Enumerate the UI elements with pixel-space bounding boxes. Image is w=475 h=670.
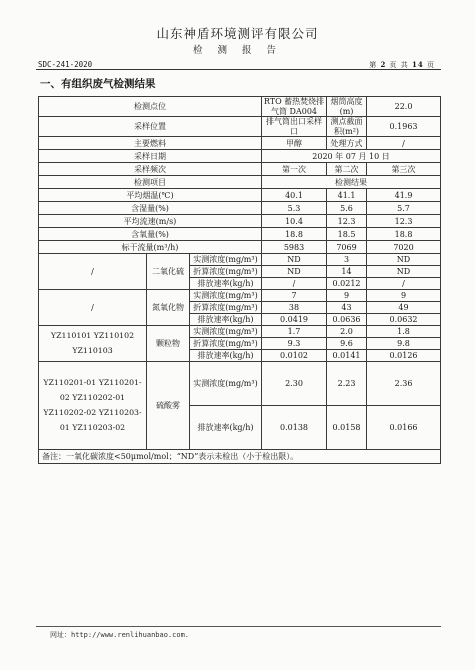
table-row xyxy=(39,137,441,150)
cell-value: 5983 xyxy=(262,241,327,254)
table-row xyxy=(39,117,441,137)
metric-label: 实测浓度(mg/m³) xyxy=(190,254,262,266)
section-title: 一、有组织废气检测结果 xyxy=(40,78,156,90)
metric-label: 实测浓度(mg/m³) xyxy=(190,290,262,302)
cell-label: 标干流量(m³/h) xyxy=(39,241,262,254)
cell-value: 7069 xyxy=(327,241,367,254)
cell-label: 检测点位 xyxy=(39,97,262,117)
cell-value: 排气筒出口采样口 xyxy=(262,117,327,137)
cell-value: 0.0166 xyxy=(367,406,441,450)
table-row xyxy=(39,290,441,302)
cell-point: RTO 蓄热焚烧排气筒 DA004 xyxy=(262,97,327,117)
emission-results-table xyxy=(38,96,441,464)
header-divider xyxy=(36,69,441,70)
cell-value: / xyxy=(262,278,327,290)
cell-value: 0.0212 xyxy=(327,278,367,290)
cell-value: 12.3 xyxy=(327,215,367,228)
table-row xyxy=(39,450,441,464)
cell-value: 18.5 xyxy=(327,228,367,241)
cell-label: 处理方式 xyxy=(327,137,367,150)
cell-value: 9.8 xyxy=(367,338,441,350)
cell-value: 41.9 xyxy=(367,189,441,202)
metric-label: 排放速率(kg/h) xyxy=(190,314,262,326)
cell-label: 烟筒高度(m) xyxy=(327,97,367,117)
cell-value: 5.7 xyxy=(367,202,441,215)
cell-value: 49 xyxy=(367,302,441,314)
cell-value: 0.0419 xyxy=(262,314,327,326)
cell-value: 0.0126 xyxy=(367,350,441,362)
sample-code: / xyxy=(39,254,147,290)
metric-label: 折算浓度(mg/m³) xyxy=(190,338,262,350)
cell-value: 38 xyxy=(262,302,327,314)
table-row xyxy=(39,215,441,228)
metric-label: 实测浓度(mg/m³) xyxy=(190,326,262,338)
cell-value: 12.3 xyxy=(367,215,441,228)
footer-website: 网址：http://www.renlihuanbao.com. xyxy=(50,631,190,639)
cell-value: 40.1 xyxy=(262,189,327,202)
company-name: 山东神盾环境测评有限公司 xyxy=(156,26,319,41)
page-mid: 页 共 xyxy=(389,61,409,69)
cell-label: 采样位置 xyxy=(39,117,262,137)
cell-value: 2020 年 07 月 10 日 xyxy=(262,150,441,163)
table-row xyxy=(39,202,441,215)
table-row xyxy=(39,241,441,254)
cell-value: ND xyxy=(367,266,441,278)
table-row xyxy=(39,176,441,189)
cell-value: ND xyxy=(262,254,327,266)
pollutant-name: 氮氧化物 xyxy=(147,290,190,326)
cell-label: 采样频次 xyxy=(39,163,262,176)
metric-label: 排放速率(kg/h) xyxy=(190,406,262,450)
table-row xyxy=(39,189,441,202)
cell-value: 2.0 xyxy=(327,326,367,338)
table-row xyxy=(39,362,441,406)
pollutant-name: 颗粒物 xyxy=(147,326,190,362)
cell-value: 1.8 xyxy=(367,326,441,338)
sample-codes: YZ110201-01 YZ110201-02 YZ110202-01 YZ110202-02 YZ110203-01 YZ110203-02 xyxy=(39,362,147,450)
table-row xyxy=(39,97,441,117)
document-number: SDC-241-2020 xyxy=(38,60,93,69)
metric-label: 折算浓度(mg/m³) xyxy=(190,302,262,314)
cell-value: 5.6 xyxy=(327,202,367,215)
cell-value: 43 xyxy=(327,302,367,314)
cell-value: 1.7 xyxy=(262,326,327,338)
metric-label: 实测浓度(mg/m³) xyxy=(190,362,262,406)
cell-label: 含氧量(%) xyxy=(39,228,262,241)
cell-value: 9.3 xyxy=(262,338,327,350)
cell-label: 测点截面积(m²) xyxy=(327,117,367,137)
cell-label: 检测项目 xyxy=(39,176,262,189)
cell-value: 0.0632 xyxy=(367,314,441,326)
cell-label: 平均烟温(℃) xyxy=(39,189,262,202)
table-row xyxy=(39,150,441,163)
cell-label: 采样日期 xyxy=(39,150,262,163)
cell-value: 0.0158 xyxy=(327,406,367,450)
cell-value: 5.3 xyxy=(262,202,327,215)
page-suffix: 页 xyxy=(427,61,435,69)
footer-divider xyxy=(36,626,441,627)
pollutant-name: 硫酸雾 xyxy=(147,362,190,450)
sample-codes: YZ110101 YZ110102 YZ110103 xyxy=(39,326,147,362)
cell-value: 7020 xyxy=(367,241,441,254)
cell-value: 22.0 xyxy=(367,97,441,117)
table-row xyxy=(39,228,441,241)
cell-value: 0.0138 xyxy=(262,406,327,450)
cell-value: 9 xyxy=(367,290,441,302)
page-number: 2 xyxy=(380,60,387,69)
cell-value: 第三次 xyxy=(367,163,441,176)
cell-value: 0.0636 xyxy=(327,314,367,326)
report-subtitle: 检 测 报 告 xyxy=(192,45,283,56)
cell-value: 3 xyxy=(327,254,367,266)
cell-value: 18.8 xyxy=(262,228,327,241)
cell-value: 第二次 xyxy=(327,163,367,176)
cell-label: 主要燃料 xyxy=(39,137,262,150)
cell-value: 10.4 xyxy=(262,215,327,228)
cell-value: 2.23 xyxy=(327,362,367,406)
cell-value: 0.1963 xyxy=(367,117,441,137)
cell-label: 含湿量(%) xyxy=(39,202,262,215)
cell-value: 甲醇 xyxy=(262,137,327,150)
page-prefix: 第 xyxy=(369,61,378,69)
metric-label: 排放速率(kg/h) xyxy=(190,278,262,290)
sample-code: / xyxy=(39,290,147,326)
cell-value: ND xyxy=(262,266,327,278)
cell-value: 0.0102 xyxy=(262,350,327,362)
cell-value: 第一次 xyxy=(262,163,327,176)
page-total: 14 xyxy=(412,60,424,69)
cell-value: / xyxy=(367,137,441,150)
cell-value: 2.36 xyxy=(367,362,441,406)
cell-label: 平均流速(m/s) xyxy=(39,215,262,228)
cell-value: 2.30 xyxy=(262,362,327,406)
cell-value: 41.1 xyxy=(327,189,367,202)
cell-value: 7 xyxy=(262,290,327,302)
table-row xyxy=(39,254,441,266)
pollutant-name: 二氧化硫 xyxy=(147,254,190,290)
cell-value: / xyxy=(367,278,441,290)
cell-value: 18.8 xyxy=(367,228,441,241)
cell-value: 9 xyxy=(327,290,367,302)
cell-value: 0.0141 xyxy=(327,350,367,362)
metric-label: 排放速率(kg/h) xyxy=(190,350,262,362)
table-row xyxy=(39,163,441,176)
cell-value: ND xyxy=(367,254,441,266)
table-row xyxy=(39,326,441,338)
cell-value: 14 xyxy=(327,266,367,278)
metric-label: 折算浓度(mg/m³) xyxy=(190,266,262,278)
cell-value: 9.6 xyxy=(327,338,367,350)
cell-value: 检测结果 xyxy=(262,176,441,189)
table-note: 备注：一氧化碳浓度<50μmol/mol；“ND”表示未检出（小于检出限）。 xyxy=(39,450,441,464)
